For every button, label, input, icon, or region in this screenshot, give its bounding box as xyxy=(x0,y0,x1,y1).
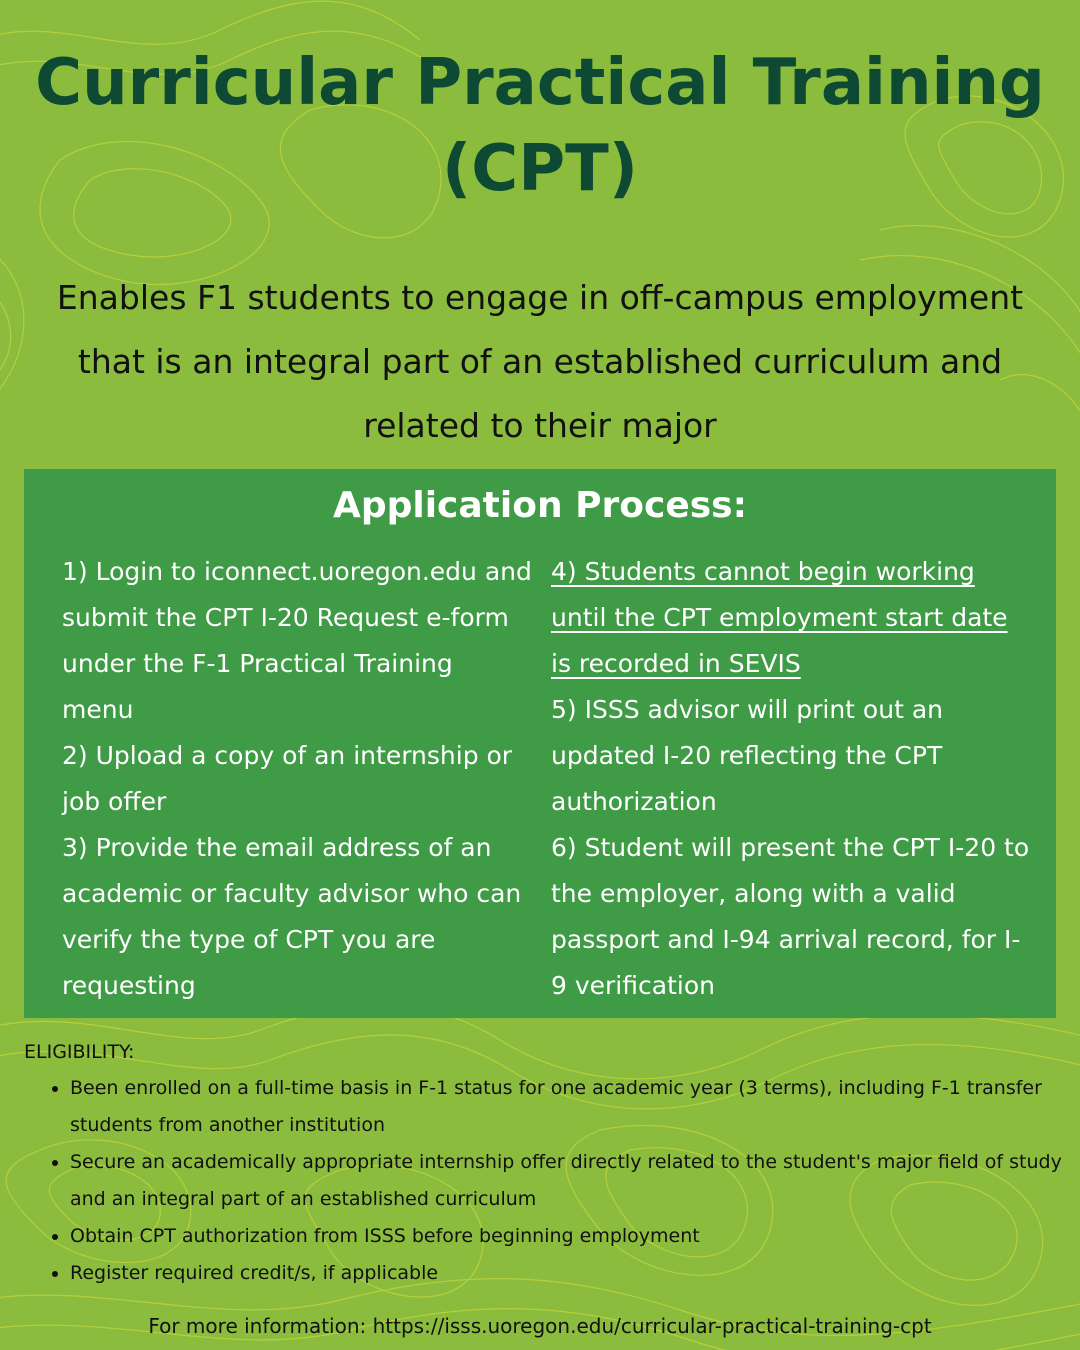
steps-right-column xyxy=(551,549,1031,1009)
application-process-panel xyxy=(24,469,1056,1018)
steps-left-column xyxy=(62,549,532,1009)
step-5: 5) ISSS advisor will print out an updated I-20 reflecting the CPT authorization xyxy=(551,695,943,816)
eligibility-item: • Secure an academically appropriate internship offer directly related to the student's major field of study and an integral part of an established curriculum xyxy=(70,1144,1080,1218)
step-2: 2) Upload a copy of an internship or job offer xyxy=(62,741,513,816)
step-6: 6) Student will present the CPT I-20 to the employer, along with a valid passport and I-94 arrival record, for I-9 verification xyxy=(551,833,1030,1000)
eligibility-list xyxy=(44,1070,1080,1292)
title-line-1: Curricular Practical Training xyxy=(35,46,1045,120)
intro-line-1: Enables F1 students to engage in off-campus employment xyxy=(56,278,1024,317)
title-line-2: (CPT) xyxy=(441,132,639,206)
eligibility-title: ELIGIBILITY: xyxy=(24,1041,135,1063)
intro-line-3: related to their major xyxy=(363,406,717,445)
step-4: 4) Students cannot begin working until the CPT employment start date is recorded in SEVIS xyxy=(551,557,1008,678)
application-process-heading: Application Process: xyxy=(332,485,748,526)
step-3: 3) Provide the email address of an academic or faculty advisor who can verify the type of CPT you are requesting xyxy=(62,833,522,1000)
intro-line-2: that is an integral part of an established curriculum and xyxy=(77,342,1003,381)
eligibility-item: • Obtain CPT authorization from ISSS before beginning employment xyxy=(70,1218,1080,1255)
step-1: 1) Login to iconnect.uoregon.edu and submit the CPT I-20 Request e-form under the F-1 Practical Training menu xyxy=(62,557,532,724)
page-title xyxy=(0,40,1080,212)
eligibility-item: • Register required credit/s, if applicable xyxy=(70,1255,1080,1292)
more-info-footer: For more information: https://isss.uoregon.edu/curricular-practical-training-cpt xyxy=(148,1314,932,1338)
intro-text xyxy=(40,266,1040,458)
eligibility-item: • Been enrolled on a full-time basis in F-1 status for one academic year (3 terms), including F-1 transfer students from another institution xyxy=(70,1070,1080,1144)
